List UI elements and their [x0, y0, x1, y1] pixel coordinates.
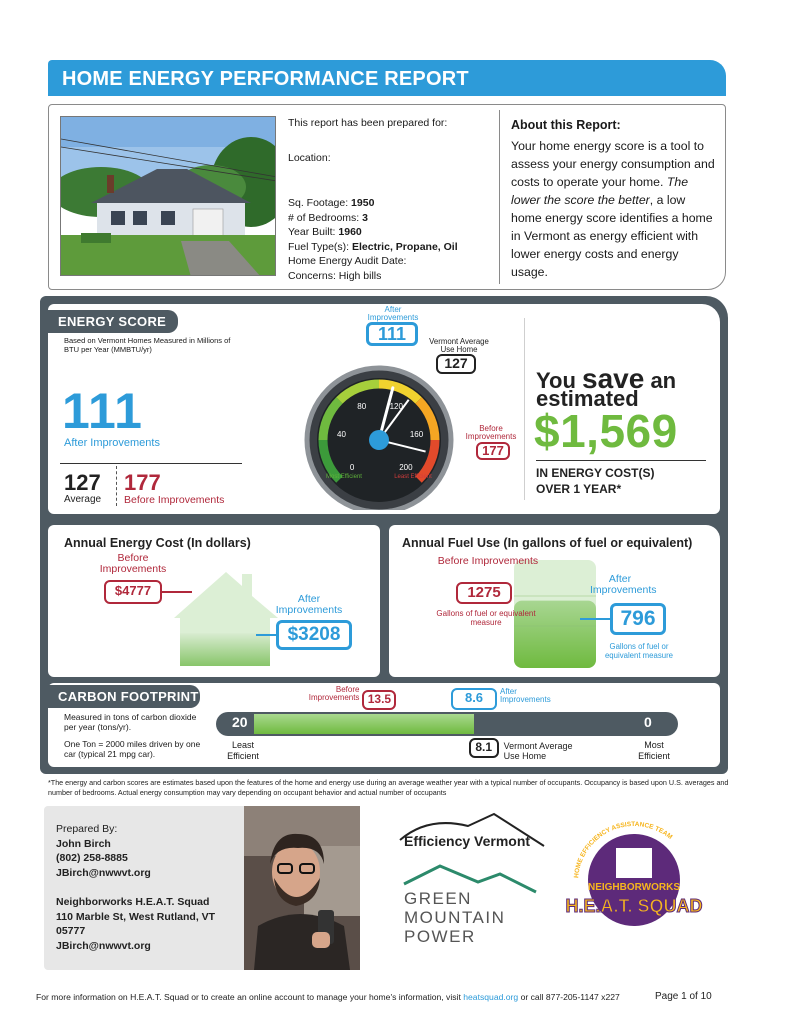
heat-squad-neighborworks: NEIGHBORWORKS	[587, 882, 681, 893]
gauge-after-label: After Improvements	[367, 305, 419, 322]
gauge-tick-0: 0	[349, 462, 355, 472]
gauge-tick-160: 160	[409, 430, 424, 440]
cost-house-graphic	[170, 568, 280, 668]
savings-line-1: IN ENERGY COST(S)	[536, 466, 655, 480]
org-zip: 05777	[56, 925, 86, 937]
gauge-tick-80: 80	[357, 402, 367, 412]
fuel-before-unit: Gallons of fuel or equivalent measure	[436, 609, 536, 627]
cost-after-leader	[256, 634, 276, 636]
preparer-name: John Birch	[56, 837, 111, 850]
carbon-scale-right: 0	[644, 714, 652, 730]
gauge-hub	[369, 430, 389, 450]
score-dashed-divider	[116, 466, 117, 506]
about-text-emphasis: The lower the score the better	[511, 175, 689, 207]
cost-after-label: After Improvements	[275, 593, 343, 616]
cost-house-after-fill	[180, 633, 270, 666]
cost-before-callout: $4777	[104, 580, 162, 604]
savings-underline	[536, 460, 706, 461]
carbon-vt-callout: 8.1	[469, 738, 499, 758]
bedrooms-value: 3	[362, 211, 368, 224]
gauge-vt-average-callout: 127	[436, 354, 476, 374]
fuel-after-unit: Gallons of fuel or equivalent measure	[604, 642, 674, 660]
fuel-after-callout: 796	[610, 603, 666, 635]
preparer-phone: (802) 258-8885	[56, 852, 128, 864]
sq-footage-row	[288, 196, 374, 211]
concerns-label: Concerns: High bills	[288, 269, 382, 282]
carbon-most-efficient: Most Efficient	[638, 740, 670, 761]
fuel-type-value: Electric, Propane, Oil	[352, 240, 458, 253]
savings-divider	[524, 318, 525, 500]
fuel-after-leader	[580, 618, 610, 620]
savings-amount: $1,569	[534, 405, 678, 457]
fuel-before-callout: 1275	[456, 582, 512, 604]
gauge-tick-200: 200	[399, 462, 413, 472]
sq-footage-value: 1950	[351, 197, 375, 209]
gauge-tick-120: 120	[389, 402, 403, 412]
preparer-email[interactable]: JBirch@nwwvt.org	[56, 866, 151, 879]
before-score-label: Before Improvements	[124, 494, 225, 506]
gmp-logo-mountain: MOUNTAIN	[404, 908, 506, 927]
report-title-bar	[48, 60, 726, 96]
savings-line-2: OVER 1 YEAR*	[536, 482, 622, 496]
score-divider	[60, 463, 242, 464]
gmp-logo-power: POWER	[404, 927, 476, 946]
footer-info	[36, 992, 620, 1002]
report-title: HOME ENERGY PERFORMANCE REPORT	[62, 68, 469, 90]
heat-squad-logo	[554, 818, 714, 930]
carbon-after-label: After Improvements	[500, 687, 551, 704]
carbon-before-label: Before Improvements	[308, 685, 360, 702]
before-score-value: 177	[124, 470, 161, 495]
average-score-value: 127	[64, 470, 101, 495]
green-mountain-power-logo	[400, 862, 540, 948]
about-divider	[499, 110, 500, 284]
heat-squad-name: H.E.A.T. SQUAD	[565, 896, 703, 916]
energy-score-label: ENERGY SCORE	[48, 310, 178, 333]
gauge-least-efficient: Least Efficient	[394, 474, 432, 480]
fuel-after-label: After Improvements	[590, 573, 657, 596]
heat-squad-arc-text: HOME EFFICIENCY ASSISTANCE TEAM	[573, 820, 674, 879]
prepared-for: This report has been prepared for:	[288, 117, 448, 129]
gauge-before-callout: 177	[476, 442, 510, 460]
location-label: Location:	[288, 152, 331, 164]
efficiency-vermont-logo-text: Efficiency Vermont	[404, 833, 531, 849]
page-number: Page 1 of 10	[655, 991, 712, 1002]
carbon-scale-left: 20	[232, 714, 248, 730]
gmp-logo-green: GREEN	[404, 889, 472, 908]
footer-text-1: For more information on H.E.A.T. Squad or to create an online account to manage your home's information, visit	[36, 992, 464, 1002]
cost-after-callout: $3208	[276, 620, 352, 650]
gauge-before-label: Before Improvements	[465, 424, 517, 441]
carbon-least-efficient: Least Efficient	[227, 740, 259, 761]
house-photo	[60, 116, 276, 276]
preparer-photo	[244, 806, 360, 970]
carbon-fill	[254, 714, 474, 734]
org-email[interactable]: JBirch@nwwvt.org	[56, 939, 151, 952]
about-title: About this Report:	[511, 118, 621, 132]
gauge-most-efficient: Most Efficient	[326, 474, 362, 480]
after-score-value: 111	[62, 383, 143, 439]
fuel-type-row	[288, 240, 458, 255]
org-address: 110 Marble St, West Rutland, VT	[56, 910, 216, 923]
cost-before-label: Before Improvements	[99, 552, 167, 575]
about-text	[511, 137, 717, 281]
about-text-1: Your home energy score is a tool to assess your energy consumption and costs to operate your home.	[511, 139, 715, 189]
fuel-before-label: Before Improvements	[437, 555, 539, 567]
prepared-by-label: Prepared By:	[56, 823, 118, 835]
audit-date-label: Home Energy Audit Date:	[288, 255, 407, 267]
bedrooms-label: # of Bedrooms:	[288, 211, 360, 224]
efficiency-vermont-logo	[398, 812, 548, 852]
carbon-label: CARBON FOOTPRINT	[48, 685, 200, 708]
year-built-row	[288, 225, 362, 240]
gauge-tick-40: 40	[337, 430, 346, 440]
footer-text-2: or call 877-205-1147 x227	[518, 992, 620, 1002]
average-score-label: Average	[64, 494, 102, 505]
gauge-vt-average-label: Vermont Average Use Home	[429, 337, 489, 354]
after-score-label: After Improvements	[64, 437, 160, 449]
cost-title: Annual Energy Cost (In dollars)	[64, 536, 251, 550]
carbon-vt-label: Vermont Average Use Home	[503, 741, 573, 761]
fuel-title: Annual Fuel Use (In gallons of fuel or equivalent)	[402, 536, 693, 550]
carbon-desc-2: One Ton = 2000 miles driven by one car (typical 21 mpg car).	[64, 739, 201, 759]
about-text-3: , a low home energy score identifies a home in Vermont as energy efficient with lower energy costs and energy usage.	[511, 193, 713, 279]
carbon-before-callout: 13.5	[362, 690, 396, 710]
year-built-label: Year Built:	[288, 226, 336, 238]
carbon-after-callout: 8.6	[451, 688, 497, 710]
savings-estimated: estimated	[536, 386, 639, 411]
fuel-type-label: Fuel Type(s):	[288, 240, 350, 253]
heatsquad-link[interactable]: heatsquad.org	[463, 992, 519, 1002]
cost-before-leader	[162, 591, 192, 593]
savings-save: save	[582, 363, 645, 394]
org-name: Neighborworks H.E.A.T. Squad	[56, 896, 210, 908]
energy-score-subtitle: Based on Vermont Homes Measured in Millions of BTU per Year (MMBTU/yr)	[64, 336, 231, 354]
footnote: *The energy and carbon scores are estimates based upon the features of the home and energy use during an average weather year with a typical number of occupants. Occupancy is based upon U.S. averages and number of bedrooms. Actual energy consumption may vary depending on occupant behavior and actual number of occupants	[48, 778, 729, 797]
heat-squad-house-mark	[616, 848, 652, 878]
sq-footage-label: Sq. Footage:	[288, 197, 349, 209]
savings-an: an	[644, 368, 677, 393]
year-built-value: 1960	[338, 226, 362, 238]
gauge-after-callout: 111	[366, 322, 418, 346]
savings-you: You	[536, 368, 583, 393]
bedrooms-row	[288, 211, 368, 226]
carbon-desc-1: Measured in tons of carbon dioxide per year (tons/yr).	[64, 712, 197, 732]
